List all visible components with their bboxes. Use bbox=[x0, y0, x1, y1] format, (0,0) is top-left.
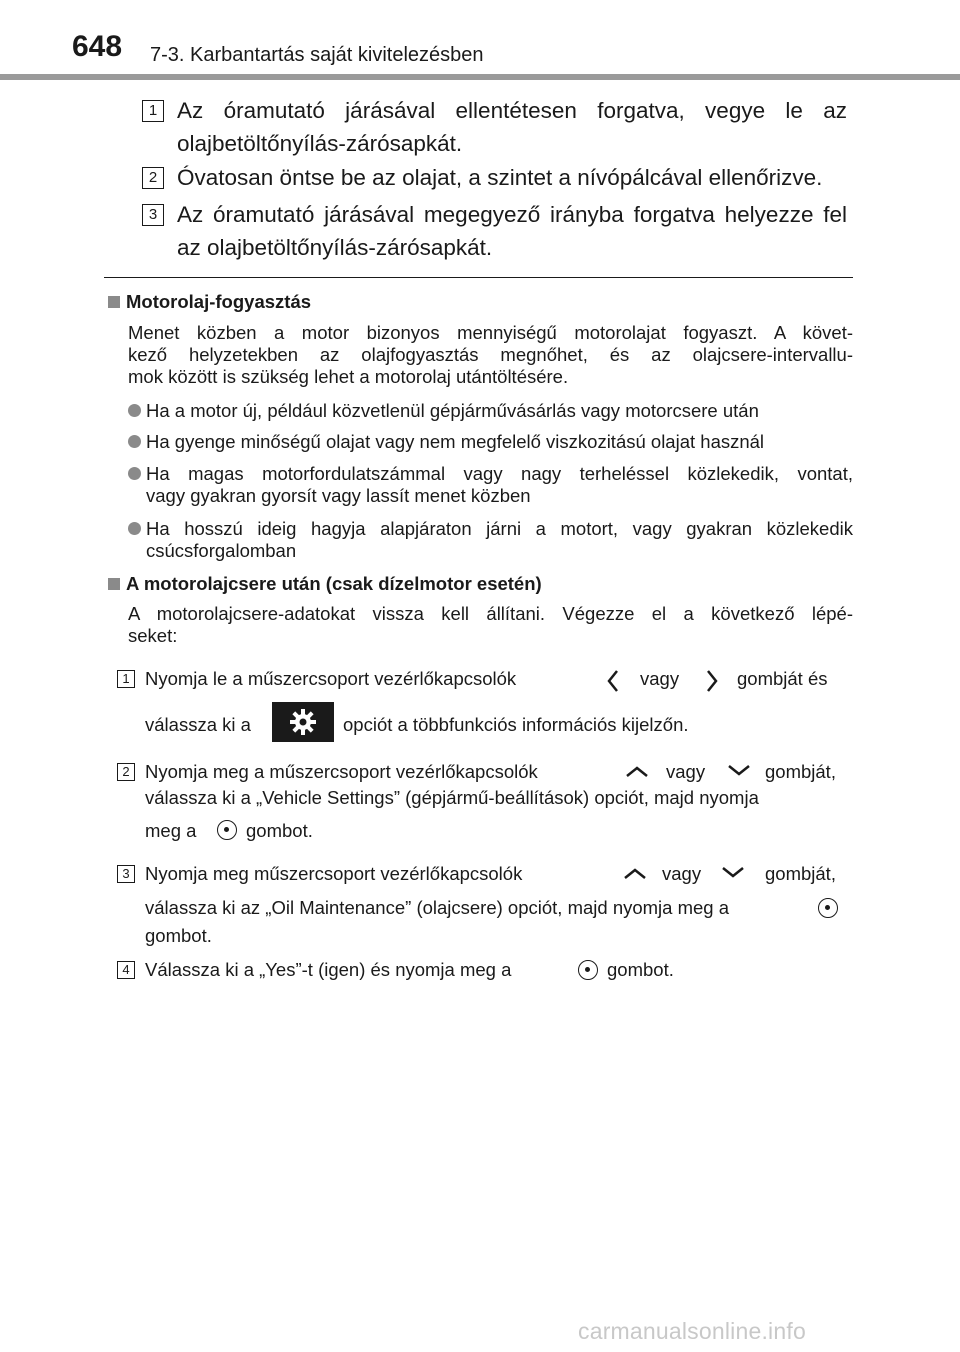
section-heading-after-oil-change bbox=[108, 573, 542, 595]
settings-gear-icon bbox=[272, 702, 334, 742]
step-2-line-1: Óvatosan öntse be az olajat, a szintet a nívópálcával ellenőrizve. bbox=[177, 165, 823, 190]
page-number: 648 bbox=[72, 30, 123, 63]
step1-text-c: gombját és bbox=[737, 668, 828, 689]
watermark: carmanualsonline.info bbox=[578, 1318, 806, 1344]
step4-text-a: Válassza ki a „Yes”-t (igen) és nyomja meg a bbox=[145, 959, 512, 980]
chevron-left-icon bbox=[605, 668, 621, 694]
ok-button-icon bbox=[578, 960, 598, 980]
step-number-2: 2 bbox=[142, 167, 164, 189]
step2-text-c1: meg a bbox=[145, 820, 197, 841]
chevron-up-icon bbox=[622, 764, 652, 780]
ok-button-icon bbox=[818, 898, 838, 918]
chevron-right-icon bbox=[704, 668, 720, 694]
paragraph-line: kező helyzetekben az olajfogyasztás megnőhet, és az olajcsere-intervallu- bbox=[128, 344, 853, 365]
step-1-text bbox=[177, 94, 847, 160]
step-3-line-2: az olajbetöltőnyílás-zárósapkát. bbox=[177, 235, 493, 260]
paragraph-line: seket: bbox=[128, 625, 178, 646]
step-2-text bbox=[177, 161, 847, 194]
step1-text-vagy: vagy bbox=[640, 668, 680, 689]
header-rule bbox=[0, 74, 960, 80]
step-3-text bbox=[177, 198, 847, 264]
bullet-text: Ha magas motorfordulatszámmal vagy nagy terheléssel közlekedik, vontat, bbox=[146, 463, 853, 484]
list-item bbox=[128, 518, 853, 562]
step2-text-vagy: vagy bbox=[666, 761, 706, 782]
chevron-up-icon bbox=[620, 866, 650, 882]
step-3-line-1: Az óramutató járásával megegyező irányba forgatva helyezze fel bbox=[177, 202, 847, 227]
step1-text-b1: válassza ki a bbox=[145, 714, 251, 735]
chevron-down-icon bbox=[718, 864, 748, 880]
step2-text-c: gombját, bbox=[765, 761, 836, 782]
step2-text-c2: gombot. bbox=[246, 820, 313, 841]
step-number-1: 1 bbox=[142, 100, 164, 122]
step-number-2: 2 bbox=[117, 763, 135, 781]
bullet-text: Ha gyenge minőségű olajat vagy nem megfelelő viszkozitású olajat használ bbox=[146, 431, 765, 452]
bullet-text: Ha a motor új, például közvetlenül gépjárművásárlás vagy motorcsere után bbox=[146, 400, 759, 421]
step1-text-a: Nyomja le a műszercsoport vezérlőkapcsolók bbox=[145, 668, 517, 689]
bullet-dot-icon bbox=[128, 435, 141, 448]
bullet-text: csúcsforgalomban bbox=[146, 540, 297, 561]
step-number-4: 4 bbox=[117, 961, 135, 979]
bullet-dot-icon bbox=[128, 467, 141, 480]
step3-text-b1: válassza ki az „Oil Maintenance” (olajcsere) opciót, majd nyomja meg a bbox=[145, 897, 730, 918]
section-title: 7-3. Karbantartás saját kivitelezésben bbox=[150, 44, 484, 66]
ok-button-icon bbox=[217, 820, 237, 840]
step3-text-c: gombot. bbox=[145, 925, 212, 946]
step1-text-b2: opciót a többfunkciós információs kijelzőn. bbox=[343, 714, 689, 735]
step3-text-vagy: vagy bbox=[662, 863, 702, 884]
list-item bbox=[128, 431, 853, 453]
section-heading-text: Motorolaj-fogyasztás bbox=[126, 291, 312, 312]
section-divider bbox=[104, 277, 853, 278]
section-heading-oil-consumption bbox=[108, 291, 311, 313]
bullet-dot-icon bbox=[128, 522, 141, 535]
list-item bbox=[128, 400, 853, 422]
page-header bbox=[0, 0, 960, 80]
chevron-down-icon bbox=[724, 762, 754, 778]
step3-text-c: gombját, bbox=[765, 863, 836, 884]
section1-paragraph bbox=[128, 322, 853, 388]
step-number-1: 1 bbox=[117, 670, 135, 688]
step4-text-b: gombot. bbox=[607, 959, 674, 980]
paragraph-line: Menet közben a motor bizonyos mennyiségű motorolajat fogyaszt. A követ- bbox=[128, 322, 853, 343]
step2-text-b: válassza ki a „Vehicle Settings” (gépjármű-beállítások) opciót, majd nyomja bbox=[145, 787, 759, 808]
list-item bbox=[128, 463, 853, 507]
step-1-line-2: olajbetöltőnyílás-zárósapkát. bbox=[177, 131, 463, 156]
step-number-3: 3 bbox=[142, 204, 164, 226]
bullet-dot-icon bbox=[128, 404, 141, 417]
square-bullet-icon bbox=[108, 296, 120, 308]
bullet-text: vagy gyakran gyorsít vagy lassít menet közben bbox=[146, 485, 531, 506]
section-heading-text: A motorolajcsere után (csak dízelmotor esetén) bbox=[126, 573, 542, 594]
square-bullet-icon bbox=[108, 578, 120, 590]
step-number-3: 3 bbox=[117, 865, 135, 883]
step-1-line-1: Az óramutató járásával ellentétesen forgatva, vegye le az bbox=[177, 98, 847, 123]
step2-text-a: Nyomja meg a műszercsoport vezérlőkapcsolók bbox=[145, 761, 538, 782]
section2-paragraph bbox=[128, 603, 853, 647]
paragraph-line: A motorolajcsere-adatokat vissza kell állítani. Végezze el a következő lépé- bbox=[128, 603, 853, 624]
bullet-text: Ha hosszú ideig hagyja alapjáraton járni a motort, vagy gyakran közlekedik bbox=[146, 518, 853, 539]
step3-text-a: Nyomja meg műszercsoport vezérlőkapcsolók bbox=[145, 863, 523, 884]
paragraph-line: mok között is szükség lehet a motorolaj utántöltésére. bbox=[128, 366, 569, 387]
